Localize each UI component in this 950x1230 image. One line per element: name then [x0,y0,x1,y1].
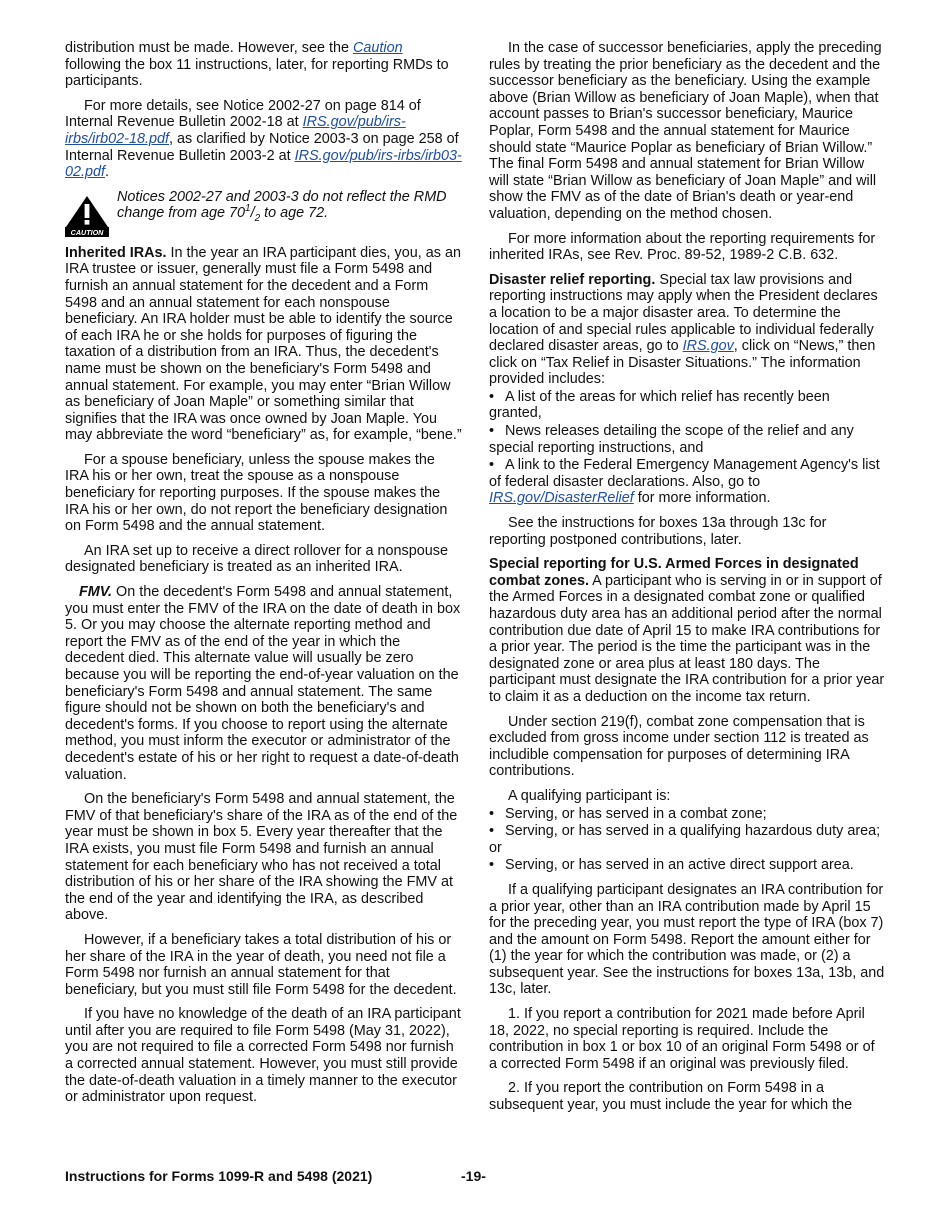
paragraph-inherited-iras: Inherited IRAs. In the year an IRA participant dies, you, as an IRA trustee or issuer, generally must file a Form 5498 and furnish an annual statement for the decedent and a Form 5498 and an annual statement for each nonspouse beneficiary. An IRA holder must be able to identify the source of each IRA he or she holds for purposes of figuring the taxation of a distribution from an IRA. Thus, the decedent's name must be shown on the beneficiary's Form 5498 and annual statement. For example, you may enter “Brian Willow as beneficiary of Joan Maple” or something similar that signifies that the IRA was once owned by Joan Maple. You may abbreviate the word “beneficiary” as, for example, “bene.” [65,244,462,444]
list-item: • News releases detailing the scope of the relief and any special reporting instructions, and [489,423,854,456]
paragraph-more-info: For more information about the reporting requirements for inherited IRAs, see Rev. Proc. 89-52, 1989-2 C.B. 632. [489,230,876,264]
paragraph-direct-rollover: An IRA set up to receive a direct rollover for a nonspouse designated beneficiary is treated as an inherited IRA. [65,542,448,576]
paragraph-item-2: 2. If you report the contribution on Form 5498 in a subsequent year, you must include the year for which the [489,1080,853,1114]
caution-note [65,188,462,237]
paragraph-armed-forces: Special reporting for U.S. Armed Forces in designated combat zones. A participant who is serving in or in support of the Armed Forces in a designated combat zone or qualified hazardous duty area has an additional period after the normal contribution due date of April 15 to make IRA contributions for a prior year. The period is the time the participant was in the designated zone or area plus at least 180 days. The participant must designate the IRA contribution for a prior year to claim it as a deduction on the income tax return. [489,556,885,705]
caution-icon-label: CAUTION [70,227,104,237]
paragraph-spouse-beneficiary: For a spouse beneficiary, unless the spouse makes the IRA his or her own, treat the spouse as a nonspouse beneficiary for reporting purposes. If the spouse makes the IRA his or her own, do not report the beneficiary designation on Form 5498 and the annual statement. [65,451,448,535]
paragraph-disaster-relief: Disaster relief reporting. Special tax law provisions and reporting instructions may apply when the President declares a location to be a major disaster area. To determine the location of and special rules applicable to individual federally declared disaster areas, go to IRS.gov, click on “News,” then click on “Tax Relief in Disaster Situations.” The information provided includes: [489,271,878,388]
list-item: • Serving, or has served in a combat zone; [489,805,767,822]
heading-fmv: FMV. [79,584,113,601]
list-item: • Serving, or has served in an active direct support area. [489,857,854,874]
paragraph-fmv: FMV. On the decedent's Form 5498 and annual statement, you must enter the FMV of the IRA on the date of death in box 5. Or you may choose the alternate reporting method and report the FMV as of the end of the year in which the decedent died. This alternate value will usually be zero because you will be reporting the end-of-year valuation on the beneficiary's Form 5498 and annual statement. The same figure should not be shown on both the beneficiary's and decedent's forms. If you choose to report using the alternate method, you must inform the executor or administrator of the decedent's estate of his or her right to request a date-of-death valuation. [65,584,461,783]
caution-text: Notices 2002-27 and 2003-3 do not reflect the RMD change from age $70^1/_2$ to age 72. [117,188,447,225]
paragraph-designates: If a qualifying participant designates an IRA contribution for a prior year, other than an IRA contribution made by April 15 for the preceding year, you must report the type of IRA (box 7) and the amount on Form 5498. Report the amount either for (1) the year for which the contribution was made, or (2) a subsequent year. See the instructions for boxes 13a, 13b, and 13c, later. [489,881,885,998]
bullet-icon: • [489,805,495,822]
bullet-icon: • [489,388,495,405]
right-column [489,40,885,1122]
irb02-18-link[interactable]: IRS.gov/pub/irs-irbs/irb02-18.pdf [65,114,406,147]
paragraph-beneficiary-form: On the beneficiary's Form 5498 and annual statement, the FMV of that beneficiary's share of the IRA as of the end of the year must be shown in box 5. Every year thereafter that the IRA exists, you must file Form 5498 and furnish an annual statement for each beneficiary who has not received a total distribution of his or her share of the IRA showing the FMV at the end of the year and identifying the IRA, as described above. [65,791,458,924]
irs-gov-link[interactable]: IRS.gov [682,338,734,355]
paragraph-see-boxes: See the instructions for boxes 13a through 13c for reporting postponed contributions, later. [489,515,827,548]
left-column [65,40,462,1114]
irb03-02-link[interactable]: IRS.gov/pub/irs-irbs/irb03-02.pdf [65,147,462,181]
heading-inherited-iras: Inherited IRAs. [65,244,167,261]
heading-armed-forces: Special reporting for U.S. Armed Forces in designated combat zones. [489,556,859,589]
bullet-icon: • [489,823,495,840]
caution-link[interactable]: Caution [352,40,403,56]
footer-title: Instructions for Forms 1099-R and 5498 (2021) [65,1168,373,1184]
bullet-icon: • [489,857,495,874]
bullet-icon: • [489,423,495,440]
caution-icon [65,195,109,237]
page-number: -19- [461,1168,486,1184]
bullet-icon: • [489,457,495,474]
paragraph-notice-details: For more details, see Notice 2002-27 on page 814 of Internal Revenue Bulletin 2002-18 at IRS.gov/pub/irs-irbs/irb02-18.pdf, as clarified by Notice 2003-3 on page 258 of Internal Revenue Bulletin 2003-2 at IRS.gov/pub/irs-irbs/irb03-02.pdf. [65,97,462,181]
disaster-relief-link[interactable]: IRS.gov/DisasterRelief [489,490,634,507]
paragraph-section-219f: Under section 219(f), combat zone compensation that is excluded from gross income under section 112 is treated as includible compensation for purposes of determining IRA contributions. [489,713,869,780]
list-item: • A link to the Federal Emergency Management Agency's list of federal disaster declarations. Also, go to IRS.gov/DisasterRelief for more information. [489,457,880,507]
paragraph-item-1: 1. If you report a contribution for 2021 made before April 18, 2022, no special reporting is required. Include the contribution in box 1 or box 10 of an original Form 5498 or of a corrected Form 5498 if an original was previously filed. [489,1006,875,1072]
paragraph-total-distribution: However, if a beneficiary takes a total distribution of his or her share of the IRA in the year of death, you need not file a Form 5498 nor furnish an annual statement for that beneficiary, but you must still file Form 5498 for the decedent. [65,931,457,998]
paragraph-successor-beneficiaries: In the case of successor beneficiaries, apply the preceding rules by treating the prior beneficiary as the decedent and the successor beneficiary as the beneficiary. Using the example above (Brian Willow as beneficiary of Joan Maple), when that account passes to Brian's successor beneficiary, Maurice Poplar, Form 5498 and the annual statement for Maurice should state “Maurice Poplar as beneficiary of Brian Willow.” The final Form 5498 and annual statement for Brian Willow will state “Brian Willow as beneficiary of Joan Maple” and will show the FMV as of the date of Brian's death or year-end valuation, depending on the method chosen. [489,40,882,222]
page-footer [65,1168,885,1184]
list-item: • Serving, or has served in a qualifying hazardous duty area; or [489,823,881,856]
paragraph-qualifying-intro: A qualifying participant is: [508,787,671,804]
paragraph-rmd-caution-ref: distribution must be made. However, see the Caution following the box 11 instructions, later, for reporting RMDs to participants. [65,40,449,90]
paragraph-no-knowledge: If you have no knowledge of the death of an IRA participant until after you are required to file Form 5498 (May 31, 2022), you are not required to file a corrected Form 5498 nor furnish a corrected annual statement. However, you must still provide the date-of-death valuation in a timely manner to the executor or administrator upon request. [65,1006,461,1106]
list-item: • A list of the areas for which relief has recently been granted, [489,388,830,422]
heading-disaster-relief: Disaster relief reporting. [489,271,656,288]
